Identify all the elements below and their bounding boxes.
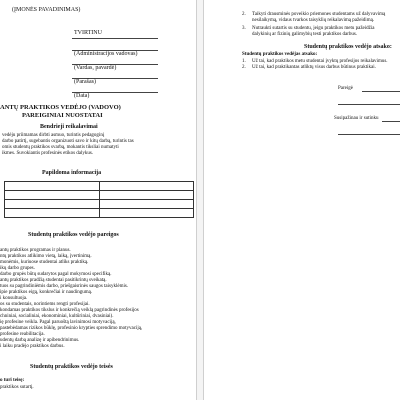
list-item: os su studentais, norintiems rengti profesijai. xyxy=(0,302,90,307)
document-page-right xyxy=(204,0,400,400)
list-item: ipie praktikos eigą, konkrečiai ir naudingumą. xyxy=(0,290,93,295)
approve-label: TVIRTINU xyxy=(74,30,102,36)
table-row xyxy=(5,182,194,191)
list-item: profesine reabilitacija. xyxy=(0,332,45,337)
list-item: Už tai, kad praktikos metu studentai įvyktų profesijos reikalavimus. xyxy=(252,59,388,64)
rights-heading: Studentų praktikos vedėjo teisės xyxy=(30,364,113,370)
table-row xyxy=(5,200,194,209)
document-title-line1: ANTŲ PRAKTIKOS VEDĖJO (VADOVO) xyxy=(0,104,121,111)
list-item: ię profesine veikla. Pagal paruoštą lavinimosi motyvaciją, xyxy=(0,320,116,325)
list-item-number: 2. xyxy=(242,65,246,70)
list-item: pastebėdamas rizikos būklę, profesinio krypties sprendimo motyvaciją, xyxy=(0,326,143,331)
list-item: Už tai, kad praktikantas atliktų visus darbus būtinus praktikai. xyxy=(252,65,376,70)
agreement-label: Susipažinau ir sutinku xyxy=(334,116,379,121)
extra-info-heading: Papildoma informacija xyxy=(42,170,102,176)
table-row xyxy=(5,191,194,200)
company-placeholder: (ĮMONĖS PAVADINIMAS) xyxy=(12,7,81,13)
general-line: darbo patirtį, sugebantis organizuoti savo ir kitų darbą, turintis tas xyxy=(2,139,134,144)
list-item: kondamas praktikos tikslus ir konkrečią veiklą pagrindinės profesijos xyxy=(0,308,139,313)
list-item: darbo grupės būtų sudarytos pagal mokymosi specifiką. xyxy=(0,272,112,277)
signature-line-2 xyxy=(338,104,400,105)
list-item: chniniai, socialiniai, ekonominiai, kultūriniai, dvasiniai). xyxy=(0,314,114,319)
responsibility-heading: Studentų praktikos vedėjo atsako: xyxy=(304,44,392,50)
list-item: i laiku pradėjo praktikos darbus. xyxy=(0,344,65,349)
list-item-number: 1. xyxy=(242,59,246,64)
list-item: praktikos sutartį. xyxy=(0,385,34,390)
list-item-number: 2. xyxy=(242,12,246,17)
list-item: ntų praktikos atlikimo vietą, laiką, įvertinimą. xyxy=(0,254,92,259)
general-line: ikmes. Suvokiantis profesinės etikos dalykus. xyxy=(2,151,94,156)
list-item: nesilaikymą, vidaus tvarkos taisyklių reikalavimą pažeidimą. xyxy=(252,18,375,23)
general-heading: Bendrieji reikalavimai xyxy=(40,124,98,130)
approve-line xyxy=(72,38,158,39)
list-item: Taikyti drausminės poveikio priemones studentams už dalyvavimą xyxy=(252,12,386,17)
general-line: omis studentų praktikos svarbą, mokantis tiksliai numatyti xyxy=(2,145,119,150)
document-title-line2: PAREIGINIAI NUOSTATAI xyxy=(22,112,103,119)
table-row xyxy=(5,209,194,218)
list-item: i konsultuoja. xyxy=(0,296,28,301)
signature-prefix: Pareigė xyxy=(338,86,353,91)
list-item: udentų darbą analizę ir apibendrinimus. xyxy=(0,338,80,343)
has-right-label: o turi teisę: xyxy=(0,378,25,383)
general-line: vedėju priimamas dirbti asmuo, turintis pedagoginį xyxy=(2,133,105,138)
page-gutter xyxy=(196,0,204,400)
admin-head-label: (Administracijos vadovas) xyxy=(74,51,138,57)
list-item: dalykinių ar fizinių galimybių testi praktikos darbus. xyxy=(252,32,358,37)
date-label: (Data) xyxy=(74,93,90,99)
list-item: Nutraukti sutartis su studentu, jeigu praktikos metu pažeidžia xyxy=(252,26,375,31)
document-page-left xyxy=(0,0,196,400)
list-item: ikų darbo grupes. xyxy=(0,266,35,271)
responsible-label: Studentų praktikos vedėjas atsako: xyxy=(242,52,318,57)
agreement-line-2 xyxy=(338,134,400,135)
list-item-number: 3. xyxy=(242,26,246,31)
duties-heading: Studentų praktikos vedėjo pareigos xyxy=(28,232,119,238)
extra-info-table xyxy=(4,181,194,218)
list-item: antų praktikos programas ir planus. xyxy=(0,248,71,253)
signature-label: (Parašas) xyxy=(74,79,96,85)
signature-line xyxy=(362,91,400,92)
name-surname-label: (Vardas, pavardė) xyxy=(74,65,117,71)
list-item: tuos su pagrindiniėmis darbo, priešgaisrinės saugos taisyklėmis. xyxy=(0,284,129,289)
list-item: antų praktikos pradžią studentai pasitikrintų sveikatą. xyxy=(0,278,107,283)
agreement-line xyxy=(382,121,400,122)
list-item: monėmis, kuriuose studentai atliks praktiką. xyxy=(0,260,89,265)
